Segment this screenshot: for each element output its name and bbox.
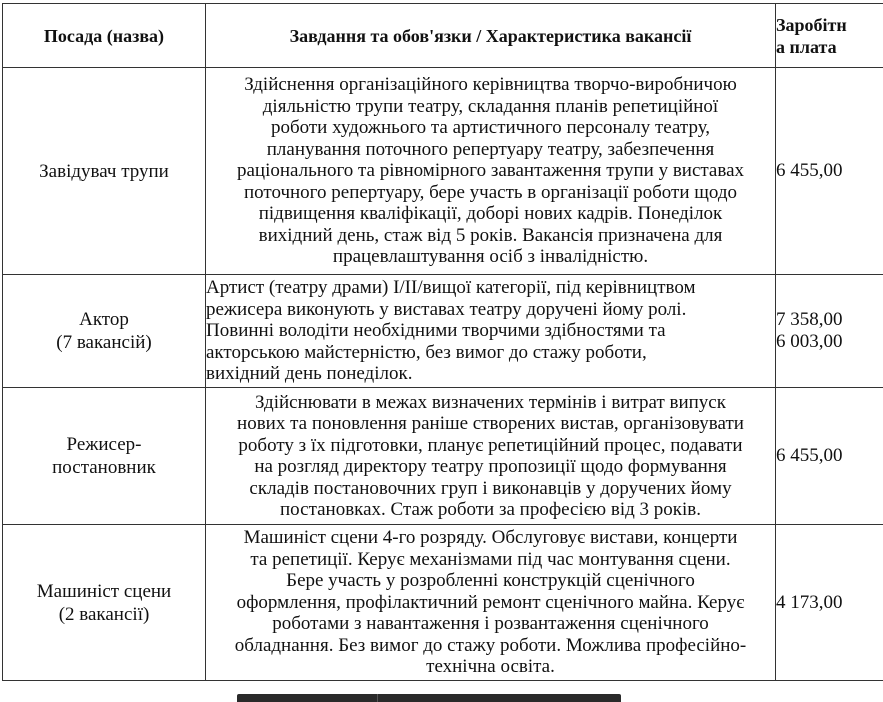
header-salary-line2: а плата	[776, 36, 883, 58]
description-line: Бере участь у розробленні конструкцій сценічного	[206, 570, 775, 592]
position-cell	[3, 525, 206, 681]
table-row	[3, 525, 883, 681]
description-line: роботу з їх підготовки, планує репетиційний процес, подавати	[206, 435, 775, 457]
position-count: (7 вакансій)	[3, 331, 205, 354]
description-line: Здійснювати в межах визначених термінів і витрат випуск	[206, 392, 775, 414]
description-cell	[206, 388, 776, 525]
header-row	[3, 4, 883, 68]
position-count: (2 вакансії)	[3, 603, 205, 626]
description-line: технічна освіта.	[206, 656, 775, 678]
position-name: Завідувач трупи	[3, 160, 205, 183]
table-row	[3, 388, 883, 525]
salary-value: 6 455,00	[776, 160, 883, 182]
position-name: постановник	[3, 456, 205, 479]
position-name: Машиніст сцени	[3, 580, 205, 603]
description-line: діяльністю трупи театру, складання планів репетиційної	[206, 96, 775, 118]
description-line: вихідний день, стаж від 5 років. Вакансія призначена для	[206, 225, 775, 247]
salary-cell	[776, 68, 883, 275]
salary-value: 6 003,00	[776, 331, 883, 353]
salary-cell	[776, 388, 883, 525]
salary-value: 6 455,00	[776, 445, 883, 467]
description-line: обладнання. Без вимог до стажу роботи. Можлива професійно-	[206, 635, 775, 657]
header-salary	[776, 4, 883, 68]
table-row	[3, 68, 883, 275]
description-line: Повинні володіти необхідними творчими здібностями та	[206, 320, 775, 342]
description-line: Машиніст сцени 4-го розряду. Обслуговує вистави, концерти	[206, 527, 775, 549]
description-line: роботи художнього та артистичного персоналу театру,	[206, 117, 775, 139]
description-line: роботами з навантаження і розвантаження сценічного	[206, 613, 775, 635]
description-cell	[206, 525, 776, 681]
header-salary-line1: Заробітн	[776, 14, 883, 36]
position-cell	[3, 388, 206, 525]
description-line: складів постановочних груп і виконавців у доручених йому	[206, 478, 775, 500]
description-line: на розгляд директору театру пропозиції щодо формування	[206, 456, 775, 478]
description-line: постановках. Стаж роботи за професією від 3 років.	[206, 499, 775, 521]
salary-value: 4 173,00	[776, 592, 883, 614]
salary-cell	[776, 275, 883, 388]
vacancies-table	[2, 3, 883, 681]
position-name: Режисер-	[3, 433, 205, 456]
header-position: Посада (назва)	[3, 4, 206, 68]
description-line: нових та поновлення раніше створених вистав, організовувати	[206, 413, 775, 435]
overlay-toolbar-strip	[237, 694, 621, 702]
description-line: та репетиції. Керує механізмами під час монтування сцени.	[206, 549, 775, 571]
description-line: раціонального та рівномірного завантаження трупи у виставах	[206, 160, 775, 182]
description-cell	[206, 275, 776, 388]
salary-value: 7 358,00	[776, 309, 883, 331]
description-line: підвищення кваліфікації, доборі нових кадрів. Понеділок	[206, 203, 775, 225]
description-line: працевлаштування осіб з інвалідністю.	[206, 246, 775, 268]
description-line: Артист (театру драми) І/ІІ/вищої категорії, під керівництвом	[206, 277, 775, 299]
position-cell	[3, 275, 206, 388]
salary-cell	[776, 525, 883, 681]
description-line: Здійснення організаційного керівництва творчо-виробничою	[206, 74, 775, 96]
table-row	[3, 275, 883, 388]
header-duties: Завдання та обов'язки / Характеристика вакансії	[206, 4, 776, 68]
description-line: акторською майстерністю, без вимог до стажу роботи,	[206, 342, 775, 364]
description-cell	[206, 68, 776, 275]
position-cell	[3, 68, 206, 275]
toolbar-separator	[377, 694, 378, 702]
description-line: режисера виконують у виставах театру доручені йому ролі.	[206, 299, 775, 321]
description-line: поточного репертуару, бере участь в організації роботи щодо	[206, 182, 775, 204]
description-line: планування поточного репертуару театру, забезпечення	[206, 139, 775, 161]
description-line: оформлення, профілактичний ремонт сценічного майна. Керує	[206, 592, 775, 614]
description-line: вихідний день понеділок.	[206, 363, 775, 385]
position-name: Актор	[3, 308, 205, 331]
